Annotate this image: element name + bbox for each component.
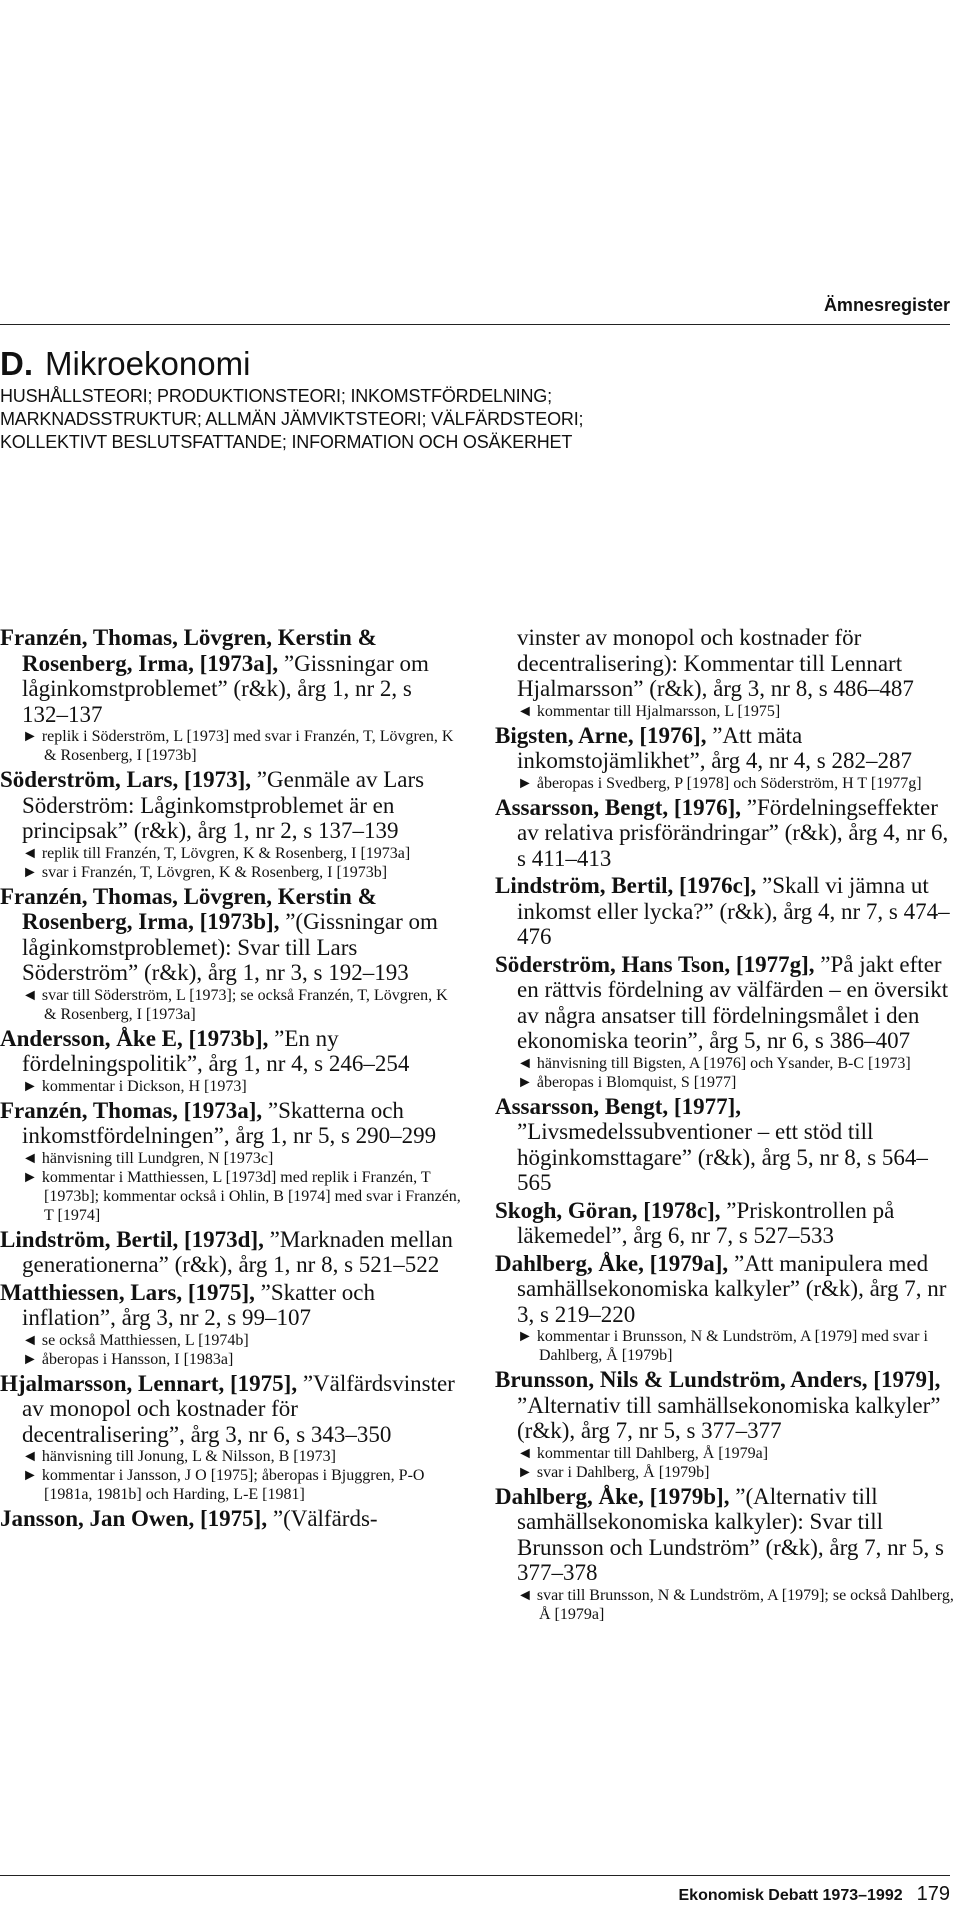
entry-title: ”En ny fördelningspolitik”, årg 1, nr 4, s 246–254 [22,1025,410,1076]
entry-citation [495,873,955,950]
cross-reference-note: ◄ hänvisning till Jonung, L & Nilsson, B [1973] [22,1448,336,1465]
index-entry [0,1506,462,1532]
entry-citation [0,1506,462,1532]
entry-title: ”Att mäta inkomstojämlikhet”, årg 4, nr 4, s 282–287 [517,722,913,773]
index-entry [0,625,462,765]
entry-author: Skogh, Göran, [1978c], [495,1197,721,1223]
entry-author: Assarsson, Bengt, [1977], [495,1093,741,1119]
entry-title: ”(Välfärds- [272,1506,378,1531]
entry-author: Hjalmarsson, Lennart, [1975], [0,1370,298,1396]
cross-reference-note: ◄ svar till Brunsson, N & Lundström, A [1979]; se också Dahlberg, Å [1979a] [517,1586,954,1623]
entry-author: Assarsson, Bengt, [1976], [495,794,741,820]
entry-citation [495,1094,955,1196]
entry-title: ”På jakt efter en rättvis fördelning av välfärden – en översikt av några ansatser till fördelningsmålet i den ekonomiska teorin”, årg 5, nr 6, s 386–407 [517,951,949,1053]
entry-author: Söderström, Hans Tson, [1977g], [495,951,815,977]
entry-citation [495,1251,955,1328]
section-letter: D. [0,345,33,382]
entry-author: Dahlberg, Åke, [1979b], [495,1483,730,1509]
entry-citation [495,625,955,702]
index-entry [0,767,462,882]
index-entry [0,1098,462,1225]
index-entry [495,1484,955,1624]
subtitle-line: KOLLEKTIVT BESLUTSFATTANDE; INFORMATION OCH OSÄKERHET [0,432,573,452]
index-entry [495,1198,955,1249]
entry-title: ”Gissningar om låginkomstproblemet” (r&k), årg 1, nr 2, s 132–137 [22,650,429,727]
entry-title: ”Att manipulera med samhällsekonomiska kalkyler” (r&k), årg 7, nr 3, s 219–220 [517,1250,947,1327]
entry-citation [495,723,955,774]
index-entry [0,884,462,1024]
running-header: Ämnesregister [823,295,950,315]
footer [679,1883,951,1906]
cross-reference-note: ◄ svar till Söderström, L [1973]; se också Franzén, T, Lövgren, K & Rosenberg, I [1973a] [22,986,448,1023]
entry-citation [495,1198,955,1249]
cross-reference-note: ► svar i Dahlberg, Å [1979b] [517,1463,710,1481]
cross-reference-note: ► åberopas i Blomquist, S [1977] [517,1073,737,1091]
entry-citation [495,952,955,1054]
index-entry [495,1251,955,1366]
entry-citation [0,1026,462,1077]
entry-citation [0,1227,462,1278]
entry-citation [0,625,462,727]
cross-reference-note: ► svar i Franzén, T, Lövgren, K & Rosenberg, I [1973b] [22,863,388,881]
index-entry [0,1280,462,1369]
entry-title: ”Skall vi jämna ut inkomst eller lycka?” (r&k), årg 4, nr 7, s 474–476 [517,873,950,949]
index-entry [495,873,955,950]
entry-title: vinster av monopol och kostnader för decentralisering): Kommentar till Lennart Hjalmarsson” (r&k), årg 3, nr 8, s 486–487 [517,625,914,701]
right-column [495,625,955,1626]
index-entry [495,625,955,721]
entry-citation [0,1098,462,1149]
cross-reference-note: ► åberopas i Svedberg, P [1978] och Söderström, H T [1977g] [517,774,922,792]
entry-author: Dahlberg, Åke, [1979a], [495,1250,729,1276]
entry-title: ”(Alternativ till samhällsekonomiska kalkyler): Svar till Brunsson och Lundström” (r&k), årg 7, nr 5, s 377–378 [517,1483,944,1585]
entry-title: ”Skatterna och inkomstfördelningen”, årg 1, nr 5, s 290–299 [22,1097,437,1148]
section-subtitle [0,385,950,454]
cross-reference-note: ◄ replik till Franzén, T, Lövgren, K & Rosenberg, I [1973a] [22,844,411,862]
entry-title: ”Livsmedelssubventioner – ett stöd till höginkomsttagare” (r&k), årg 5, nr 8, s 564–565 [517,1119,928,1195]
entry-author: Lindström, Bertil, [1976c], [495,873,757,898]
cross-reference-note: ► åberopas i Hansson, I [1983a] [22,1350,234,1368]
footer-rule [0,1875,950,1876]
entry-title: ”Välfärdsvinster av monopol och kostnader för decentralisering”, årg 3, nr 6, s 343–350 [22,1370,455,1447]
entry-author: Franzén, Thomas, Lövgren, Kerstin & Rosenberg, Irma, [1973a], [0,625,377,676]
left-column [0,625,462,1534]
subtitle-line: MARKNADSSTRUKTUR; ALLMÄN JÄMVIKTSTEORI; VÄLFÄRDSTEORI; [0,409,584,429]
entry-citation [495,795,955,872]
entry-author: Lindström, Bertil, [1973d], [0,1226,264,1252]
index-entry [495,952,955,1092]
entry-title: ”Marknaden mellan generationerna” (r&k), årg 1, nr 8, s 521–522 [22,1226,453,1277]
index-entry [495,1367,955,1482]
cross-reference-note: ◄ se också Matthiessen, L [1974b] [22,1331,249,1349]
entry-title: ”Skatter och inflation”, årg 3, nr 2, s 99–107 [22,1279,375,1330]
entry-author: Jansson, Jan Owen, [1975], [0,1506,268,1531]
subtitle-line: HUSHÅLLSTEORI; PRODUKTIONSTEORI; INKOMSTFÖRDELNING; [0,386,552,406]
cross-reference-note: ► replik i Söderström, L [1973] med svar i Franzén, T, Lövgren, K & Rosenberg, I [1973b] [22,728,454,764]
entry-title: ”(Gissningar om låginkomstproblemet): Svar till Lars Söderström” (r&k), årg 1, nr 3, s 192–193 [22,909,438,985]
cross-reference-note: ► kommentar i Jansson, J O [1975]; åberopas i Bjuggren, P-O [1981a, 1981b] och Harding, L-E [1981] [22,1467,425,1503]
entry-title: ”Priskontrollen på läkemedel”, årg 6, nr 7, s 527–533 [517,1197,895,1248]
entry-title: ”Alternativ till samhällsekonomiska kalkyler” (r&k), årg 7, nr 5, s 377–377 [517,1392,941,1443]
entry-title: ”Fördelningseffekter av relativa prisförändringar” (r&k), årg 4, nr 6, s 411–413 [517,794,949,871]
entry-author: Matthiessen, Lars, [1975], [0,1279,255,1305]
entry-title: ”Genmäle av Lars Söderström: Låginkomstproblemet är en principsak” (r&k), årg 1, nr 2, s 137–139 [22,767,425,843]
index-entry [0,1371,462,1505]
section-title-text: Mikroekonomi [45,345,251,382]
index-entry [0,1227,462,1278]
entry-author: Bigsten, Arne, [1976], [495,722,707,748]
section-heading [0,345,950,454]
page-number: 179 [916,1883,950,1905]
index-entry [495,795,955,872]
cross-reference-note: ► kommentar i Matthiessen, L [1973d] med replik i Franzén, T [1973b]; kommentar också i Ohlin, B [1974] med svar i Franzén, T [1974] [22,1168,461,1224]
index-entry [0,1026,462,1096]
entry-citation [0,1280,462,1331]
entry-citation [0,767,462,844]
cross-reference-note: ◄ kommentar till Dahlberg, Å [1979a] [517,1444,769,1462]
entry-author: Brunsson, Nils & Lundström, Anders, [1979], [495,1367,941,1392]
entry-citation [0,884,462,986]
header-rule [0,324,950,325]
entry-author: Franzén, Thomas, [1973a], [0,1097,263,1123]
cross-reference-note: ◄ hänvisning till Lundgren, N [1973c] [22,1149,274,1167]
entry-author: Andersson, Åke E, [1973b], [0,1025,269,1051]
entry-author: Söderström, Lars, [1973], [0,767,252,792]
journal-name: Ekonomisk Debatt 1973–1992 [678,1887,903,1904]
entry-citation [495,1484,955,1586]
cross-reference-note: ◄ hänvisning till Bigsten, A [1976] och Ysander, B-C [1973] [517,1054,911,1072]
cross-reference-note: ◄ kommentar till Hjalmarsson, L [1975] [517,702,781,720]
entry-citation [495,1367,955,1444]
index-entry [495,723,955,793]
cross-reference-note: ► kommentar i Dickson, H [1973] [22,1077,247,1095]
section-title [0,345,950,383]
entry-citation [0,1371,462,1448]
cross-reference-note: ► kommentar i Brunsson, N & Lundström, A [1979] med svar i Dahlberg, Å [1979b] [517,1328,928,1364]
entry-author: Franzén, Thomas, Lövgren, Kerstin & Rosenberg, Irma, [1973b], [0,883,377,934]
index-entry [495,1094,955,1196]
